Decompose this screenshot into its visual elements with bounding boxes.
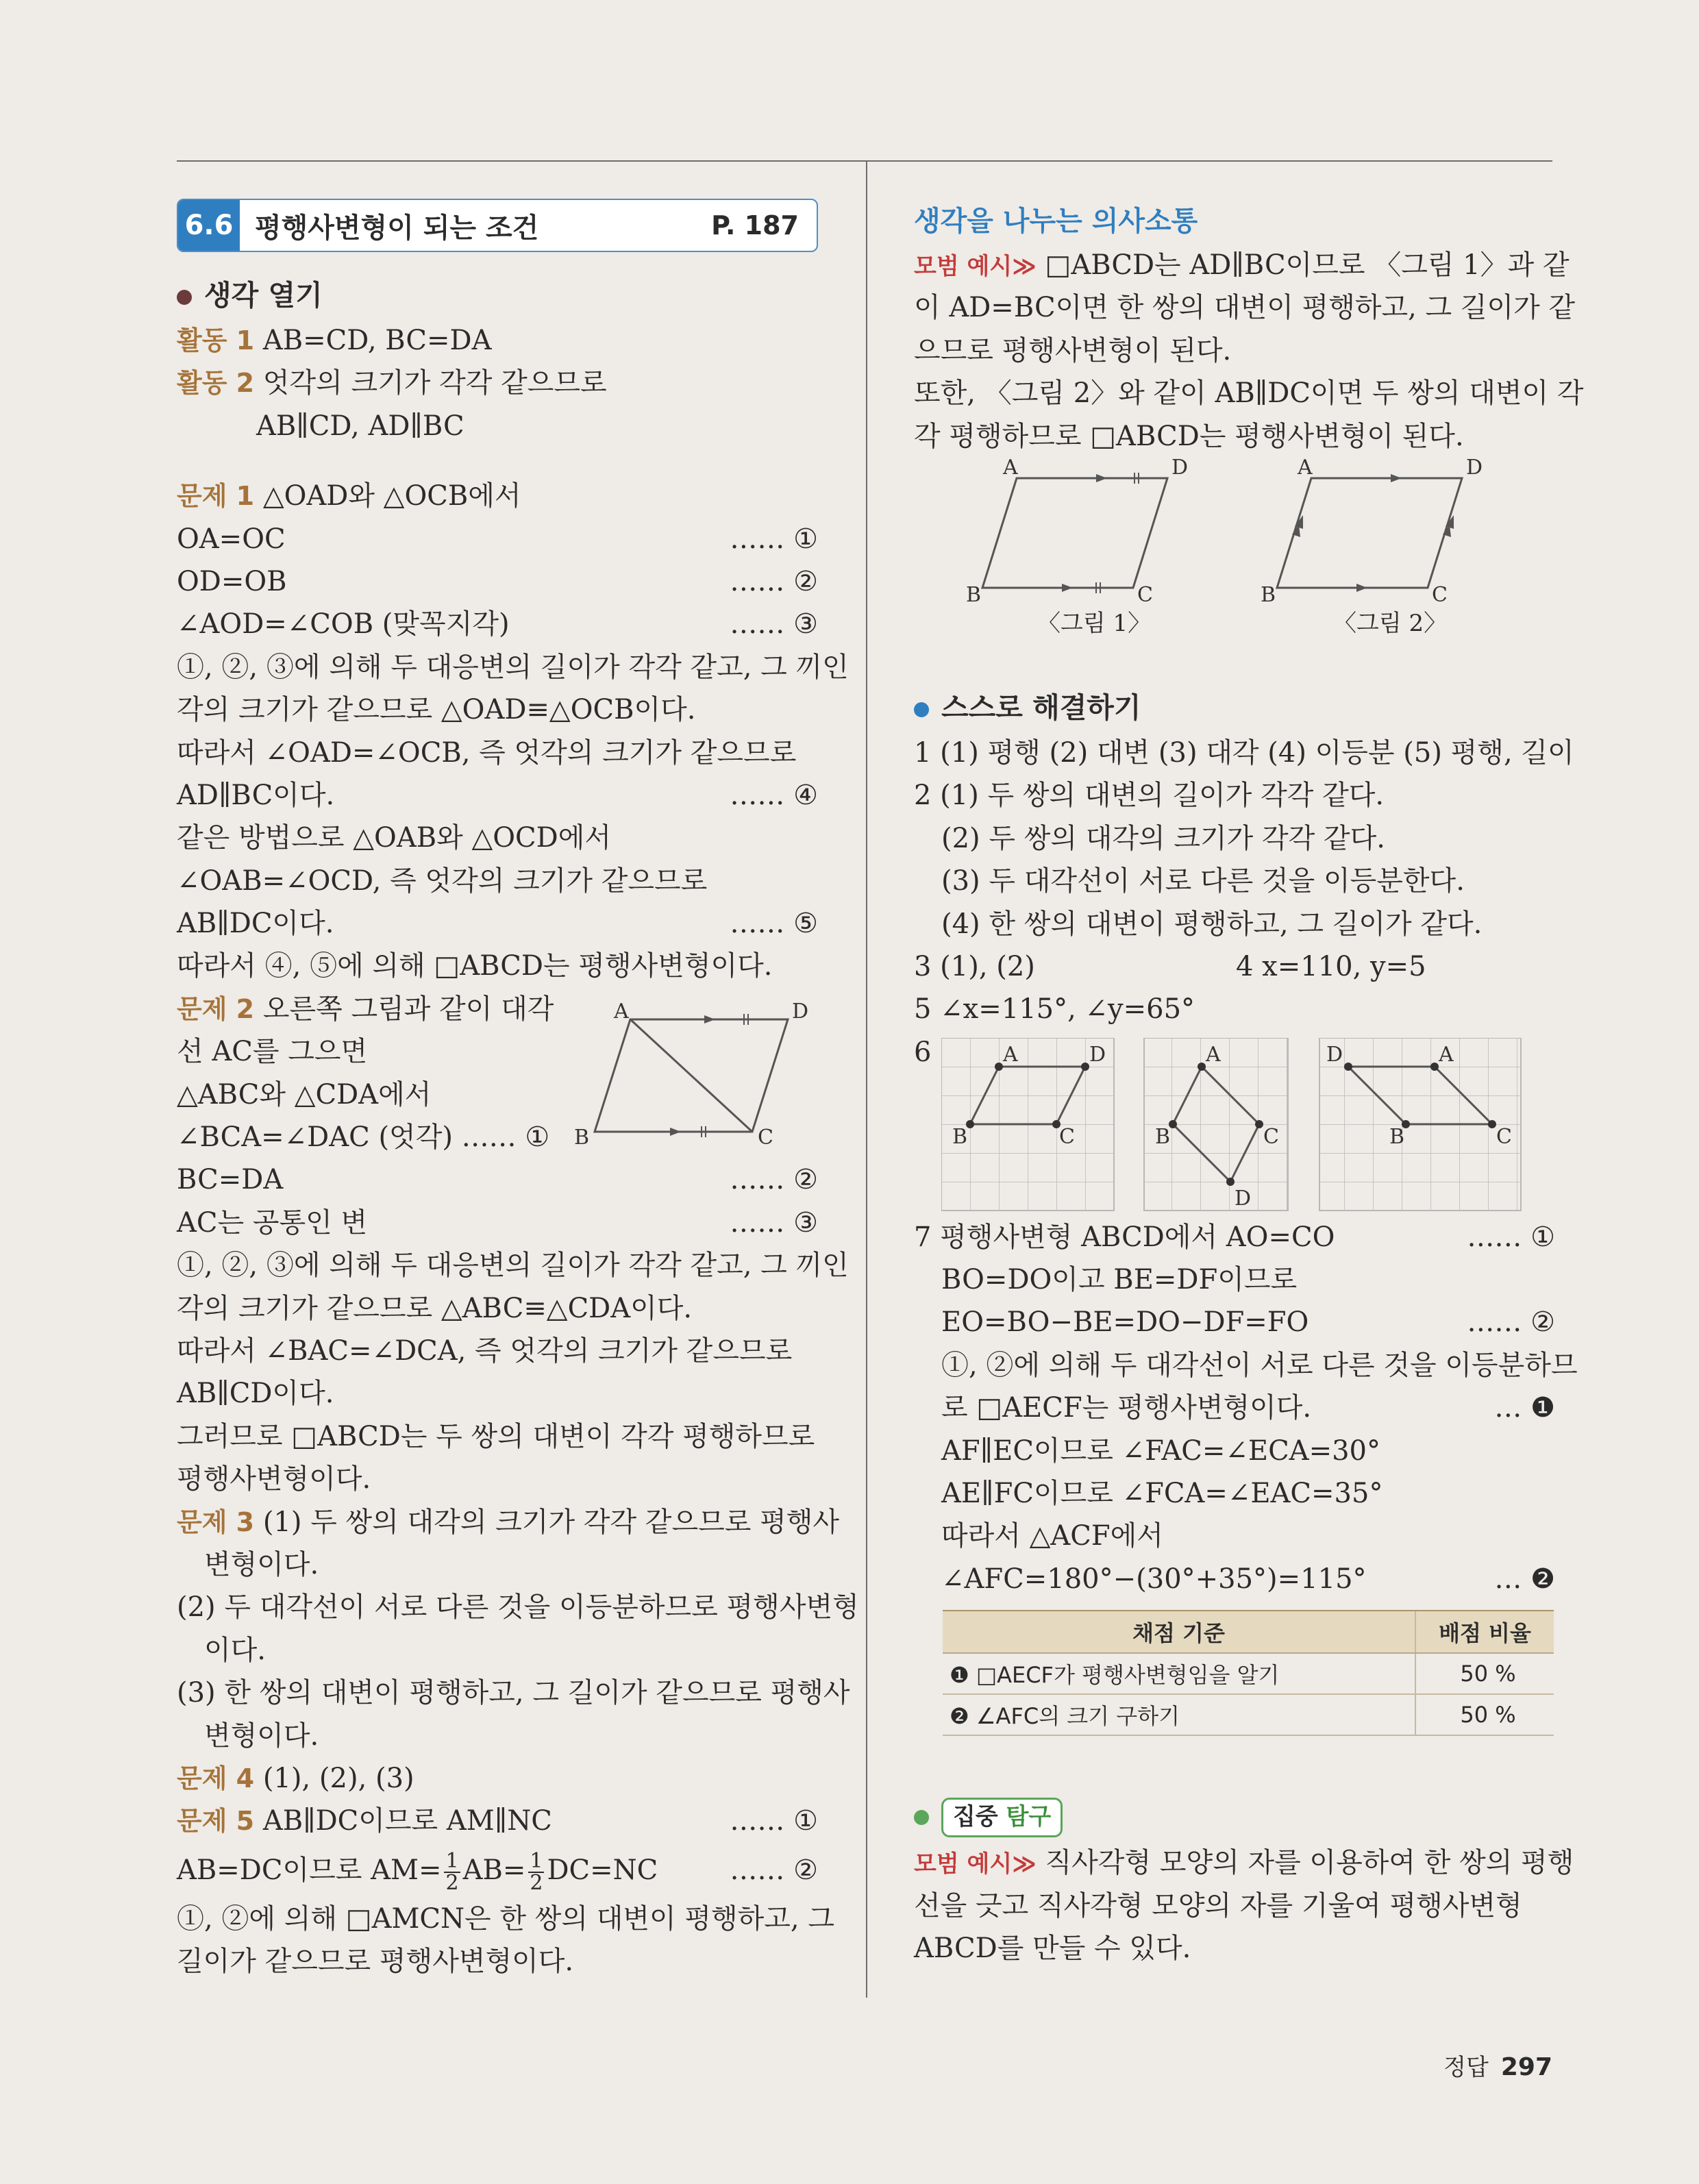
problem-3-label: 문제 3	[177, 1506, 255, 1537]
svg-text:D: D	[1089, 1042, 1106, 1067]
communication-line: 각 평행하므로 □ABCD는 평행사변형이 된다.	[914, 420, 1464, 452]
page-footer	[1443, 2048, 1552, 2082]
problem-1-line: OA=OC …… ①	[177, 523, 818, 555]
table-row: ❶ □AECF가 평행사변형임을 알기 50 %	[943, 1653, 1554, 1694]
problem-2-line: BC=DA …… ②	[177, 1164, 818, 1196]
problem-1-line: AD∥BC이다. …… ④	[177, 779, 818, 811]
answer-7-line: 로 □AECF는 평행사변형이다. … ❶	[941, 1392, 1555, 1424]
svg-text:D: D	[1171, 457, 1189, 480]
svg-text:B: B	[952, 1124, 968, 1149]
problem-2-line: △ABC와 △CDA에서	[177, 1078, 432, 1110]
svg-text:B: B	[574, 1125, 590, 1145]
bullet-icon	[914, 1810, 929, 1825]
self-solve-heading: 스스로 해결하기	[914, 684, 1555, 732]
answer-7-line: AE∥FC이므로 ∠FCA=∠EAC=35°	[941, 1478, 1383, 1510]
svg-text:A: A	[614, 999, 629, 1023]
section-number: 6.6	[178, 200, 240, 251]
focus-line: 선을 긋고 직사각형 모양의 자를 기울여 평행사변형	[914, 1889, 1522, 1922]
figure-2-caption: 〈그림 2〉	[1333, 609, 1448, 637]
section-title: 평행사변형이 되는 조건	[255, 212, 539, 244]
problem-3-line: 변형이다.	[204, 1548, 319, 1580]
figures-row	[914, 458, 1555, 684]
svg-text:B: B	[1155, 1124, 1171, 1149]
problem-1-line: OD=OB …… ②	[177, 565, 818, 597]
right-column	[914, 199, 1584, 1970]
problem-3-line: (2) 두 대각선이 서로 다른 것을 이등분하므로 평행사변형	[177, 1591, 859, 1624]
communication-title: 생각을 나누는 의사소통	[914, 206, 1198, 237]
left-column	[177, 199, 859, 1983]
problem-3-line: 이다.	[204, 1634, 266, 1666]
answer-2: 2 (1) 두 쌍의 대변의 길이가 각각 같다.	[914, 780, 1385, 812]
svg-text:C: C	[1263, 1124, 1279, 1149]
scoring-table-header: 채점 기준 배점 비율	[943, 1611, 1554, 1653]
svg-text:C: C	[758, 1125, 773, 1145]
problem-1-line: 같은 방법으로 △OAB와 △OCD에서	[177, 822, 611, 854]
svg-text:C: C	[1432, 582, 1448, 607]
footer-label: 정답	[1443, 2054, 1489, 2081]
focus-badge: 집중 탐구	[941, 1798, 1063, 1837]
problem-2-line: 각의 크기가 같으므로 △ABC≡△CDA이다.	[177, 1292, 693, 1324]
svg-text:C: C	[1496, 1124, 1512, 1149]
problem-1-line: △OAD와 △OCB에서	[262, 480, 521, 512]
answer-1: 1 (1) 평행 (2) 대변 (3) 대각 (4) 이등분 (5) 평행, 길이	[914, 736, 1574, 769]
fraction-half: $\frac{1}{2}$	[445, 1848, 459, 1895]
answer-7-line: 7 평행사변형 ABCD에서 AO=CO …… ①	[914, 1221, 1555, 1253]
page-reference: P. 187	[711, 210, 799, 240]
svg-text:B: B	[1261, 582, 1276, 607]
svg-text:A: A	[1003, 1042, 1018, 1067]
column-divider	[866, 162, 867, 1998]
svg-text:B: B	[1389, 1124, 1405, 1149]
answer-7-line: BO=DO이고 BE=DF이므로	[941, 1264, 1298, 1296]
problem-2-line: 그러므로 □ABCD는 두 쌍의 대변이 각각 평행하므로	[177, 1420, 815, 1452]
communication-line: 이 AD=BC이면 한 쌍의 대변이 평행하고, 그 길이가 같	[914, 292, 1576, 324]
communication-line: 또한, 〈그림 2〉와 같이 AB∥DC이면 두 쌍의 대변이 각	[914, 377, 1584, 410]
problem-1	[177, 475, 849, 988]
problem-5-line: ①, ②에 의해 □AMCN은 한 쌍의 대변이 평행하고, 그	[177, 1902, 834, 1935]
answer-7-line: 따라서 △ACF에서	[941, 1520, 1163, 1552]
svg-text:D: D	[792, 999, 809, 1023]
focus-line: ABCD를 만들 수 있다.	[914, 1932, 1191, 1964]
svg-text:A: A	[1439, 1042, 1454, 1067]
top-rule	[177, 160, 869, 162]
communication-line: 으므로 평행사변형이 된다.	[914, 334, 1232, 367]
problem-1-line: 따라서 ∠OAD=∠OCB, 즉 엇각의 크기가 같으므로	[177, 736, 797, 769]
problem-1-line: ∠AOD=∠COB (맞꼭지각) …… ③	[177, 608, 818, 641]
bullet-icon	[914, 702, 929, 717]
activity-2: 활동 2 엇각의 크기가 각각 같으므로	[177, 367, 607, 399]
problem-2-line: 평행사변형이다.	[177, 1463, 371, 1496]
problem-4: 문제 4 (1), (2), (3)	[177, 1762, 414, 1794]
problem-5-label: 문제 5	[177, 1806, 255, 1837]
focus-line: 모범 예시≫ 직사각형 모양의 자를 이용하여 한 쌍의 평행	[914, 1847, 1574, 1879]
answer-7	[914, 1216, 1578, 1601]
answer-7-line: ①, ②에 의해 두 대각선이 서로 다른 것을 이등분하므	[941, 1349, 1578, 1381]
activity-2-line2: AB∥CD, AD∥BC	[256, 410, 464, 442]
problem-1-line: ∠OAB=∠OCD, 즉 엇각의 크기가 같으므로	[177, 865, 708, 897]
answer-2-line: (2) 두 쌍의 대각의 크기가 각각 같다.	[941, 822, 1385, 854]
svg-text:B: B	[966, 582, 982, 607]
problem-5-fraction-line: AB=DC이므로 AM= $\frac{1}{2}$ AB= $\frac{1}{2}$ DC=NC …… ②	[177, 1848, 818, 1895]
answer-5: 5 ∠x=115°, ∠y=65°	[914, 993, 1195, 1026]
problem-1-line: ①, ②, ③에 의해 두 대응변의 길이가 각각 같고, 그 끼인	[177, 651, 849, 683]
section-header	[177, 199, 818, 252]
answer-7-line: EO=BO−BE=DO−DF=FO …… ②	[941, 1306, 1555, 1339]
svg-text:A: A	[1003, 457, 1018, 480]
answer-6-grid-figures	[941, 1038, 1551, 1216]
top-rule-right	[869, 160, 1552, 162]
svg-text:D: D	[1326, 1042, 1343, 1067]
problem-2-line: ①, ②, ③에 의해 두 대응변의 길이가 각각 같고, 그 끼인	[177, 1250, 849, 1282]
problem-2-label: 문제 2	[177, 993, 255, 1024]
communication-line: 모범 예시≫ □ABCD는 AD∥BC이므로 〈그림 1〉과 같	[914, 249, 1570, 281]
problem-3-line: 변형이다.	[204, 1720, 319, 1752]
problem-3-line: (3) 한 쌍의 대변이 평행하고, 그 길이가 같으므로 평행사	[177, 1677, 850, 1709]
scoring-table	[943, 1610, 1554, 1736]
svg-text:D: D	[1235, 1186, 1252, 1211]
problem-2-line: 따라서 ∠BAC=∠DCA, 즉 엇각의 크기가 같으므로	[177, 1335, 793, 1367]
problem-2: A D B C 문제 2 오른쪽 그림과 같이 대각 선 AC를 그으면 △ABC와 △CDA에서 ∠BCA=∠DAC (엇각) …… ① BC=DA …… ② AC는 공통인 변 …… ③ ①, ②, ③에 의해 두 대응변의 길이가 각각 같고, 그 끼인 각의 크기가 같으므로 △ABC≡△CDA이다. 따라서 ∠BAC=∠DCA, 즉 엇각의 크기가 같으므로 AB∥CD이다. 그러므로 □ABCD는 두 쌍의 대변이 각각 평행하므로 평행사변형이다.	[177, 988, 818, 1501]
problem-2-line: ∠BCA=∠DAC (엇각) …… ①	[177, 1121, 550, 1154]
answer-2-line: (3) 두 대각선이 서로 다른 것을 이등분한다.	[941, 865, 1465, 897]
problem-5-line: 길이가 같으므로 평행사변형이다.	[177, 1946, 574, 1978]
problem-1-label: 문제 1	[177, 481, 255, 512]
focus-heading	[914, 1794, 1555, 1841]
answer-7-line: ∠AFC=180°−(30°+35°)=115° … ❷	[941, 1563, 1555, 1595]
answer-6: 6 A D B C A C D B D A B C	[914, 1031, 1555, 1216]
problem-1-line: 따라서 ④, ⑤에 의해 □ABCD는 평행사변형이다.	[177, 950, 773, 982]
page-number: 297	[1500, 2053, 1552, 2081]
problem-1-line: AB∥DC이다. …… ⑤	[177, 908, 818, 940]
problem-2-line: AB∥CD이다.	[177, 1378, 334, 1410]
think-open-heading: 생각 열기	[177, 271, 818, 319]
activity-1: 활동 1 AB=CD, BC=DA	[177, 325, 492, 356]
answer-7-line: AF∥EC이므로 ∠FAC=∠ECA=30°	[941, 1435, 1380, 1467]
problem-2-line: 선 AC를 그으면	[177, 1036, 368, 1068]
answer-2-line: (4) 한 쌍의 대변이 평행하고, 그 길이가 같다.	[941, 908, 1483, 940]
svg-text:A: A	[1298, 457, 1313, 480]
svg-text:C: C	[1059, 1124, 1075, 1149]
problem-5: 문제 5 AB∥DC이므로 AM∥NC …… ① AB=DC이므로 AM= $\frac{1}{2}$ AB= $\frac{1}{2}$ DC=NC …… ② ①, ②에 의해 □AMCN은 한 쌍의 대변이 평행하고, 그 길이가 같으므로 평행사변형이다.	[177, 1800, 818, 1983]
svg-text:C: C	[1137, 582, 1153, 607]
svg-text:A: A	[1206, 1042, 1221, 1067]
problem-2-line: AC는 공통인 변 …… ③	[177, 1206, 818, 1239]
table-row: ❷ ∠AFC의 크기 구하기 50 %	[943, 1694, 1554, 1735]
answer-3-4: 3 (1), (2) 4 x=110, y=5	[914, 950, 1426, 982]
fraction-half: $\frac{1}{2}$	[530, 1848, 543, 1895]
problem-3: 문제 3 (1) 두 쌍의 대각의 크기가 각각 같으므로 평행사 변형이다. (2) 두 대각선이 서로 다른 것을 이등분하므로 평행사변형 이다. (3) 한 쌍의 대변이 평행하고, 그 길이가 같으므로 평행사 변형이다.	[177, 1501, 818, 1757]
figure-1-caption: 〈그림 1〉	[1037, 609, 1152, 637]
bullet-icon	[177, 290, 192, 305]
svg-text:D: D	[1466, 457, 1483, 480]
problem-1-line: 각의 크기가 같으므로 △OAD≡△OCB이다.	[177, 694, 696, 726]
